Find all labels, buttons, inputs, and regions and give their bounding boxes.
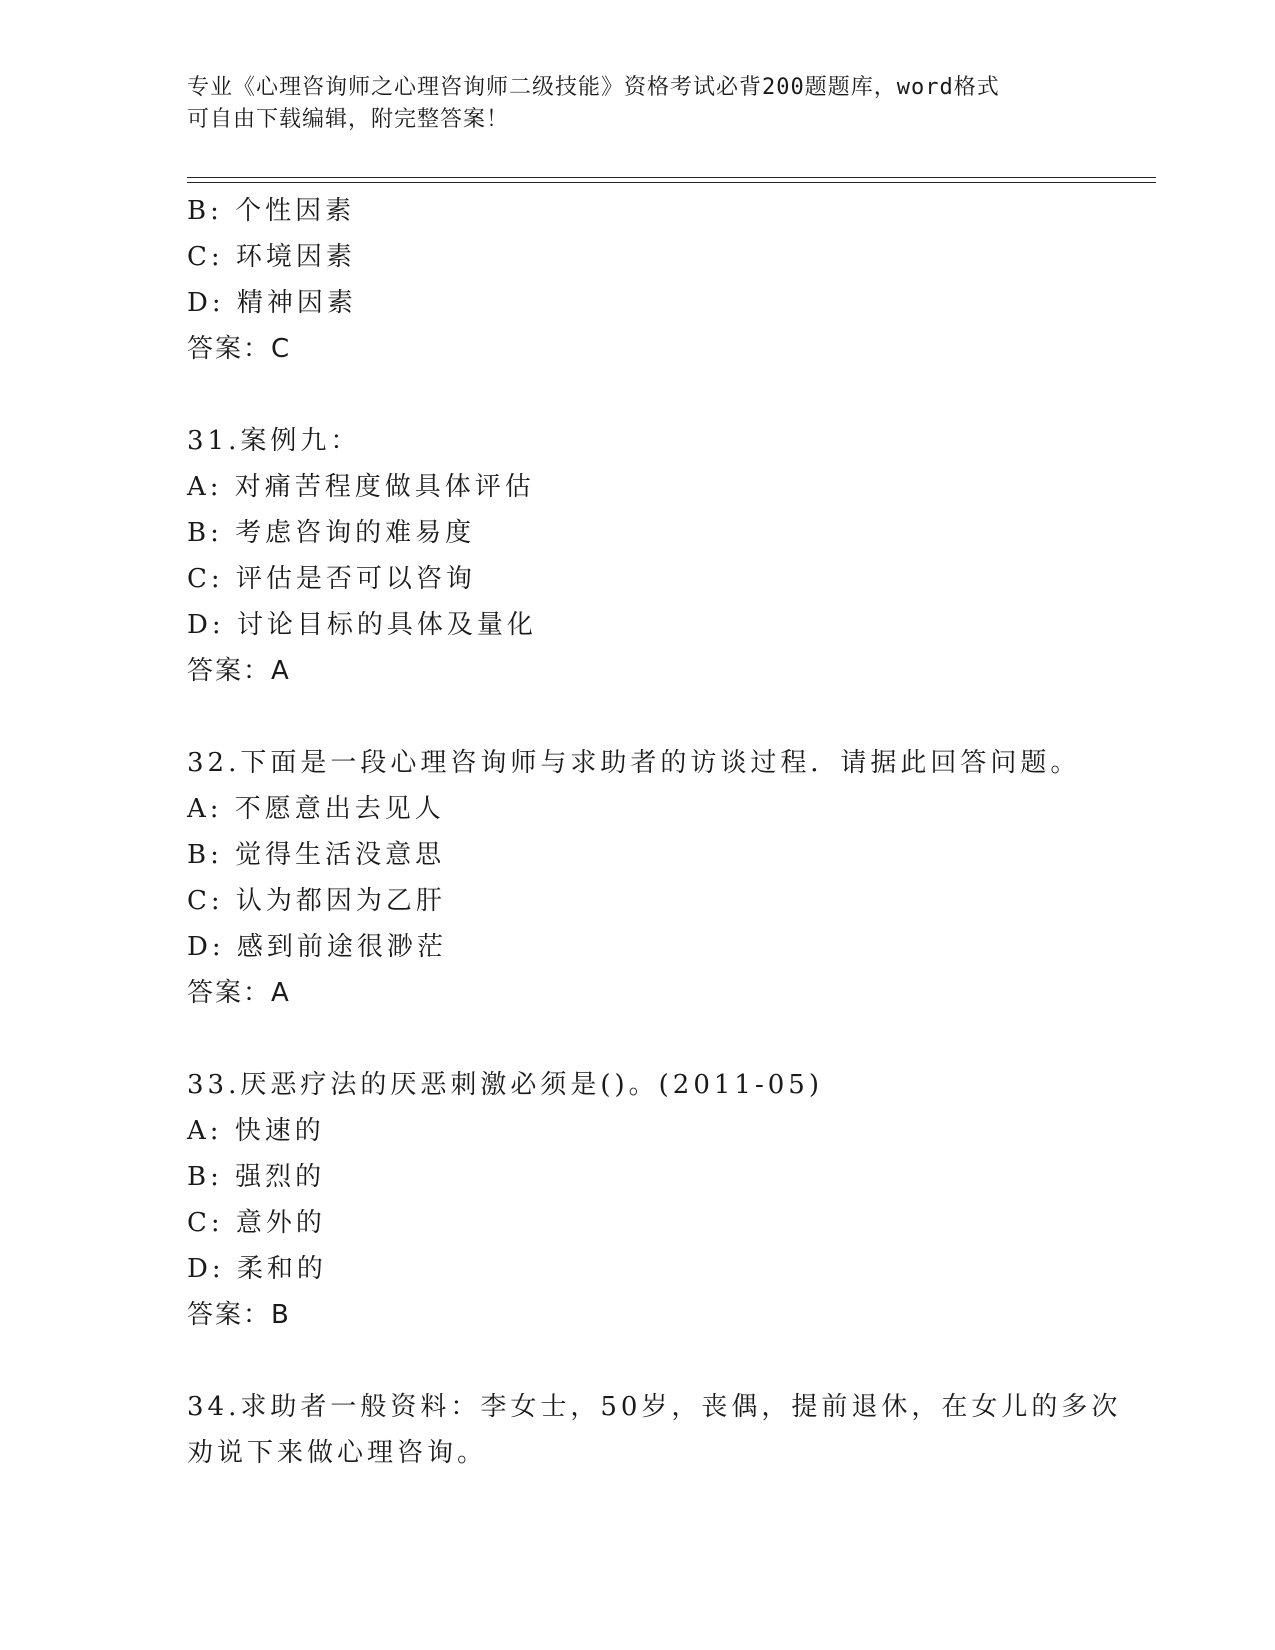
header-divider-top (187, 177, 1156, 178)
question-32 (187, 740, 1156, 1016)
option-c: C: 评估是否可以咨询 (187, 564, 476, 594)
header-title-line-2: 可自由下载编辑，附完整答案！ (187, 107, 510, 132)
question-stem: 33.厌恶疗法的厌恶刺激必须是()。(2011-05) (187, 1070, 823, 1100)
option-a: A: 快速的 (187, 1116, 325, 1146)
option-b: B: 强烈的 (187, 1162, 326, 1192)
answer-line: 答案：A (187, 978, 291, 1008)
question-31 (187, 418, 1156, 694)
answer-line: 答案：C (187, 334, 292, 364)
option-d: D: 讨论目标的具体及量化 (187, 610, 537, 640)
question-33 (187, 1062, 1156, 1338)
header-title-line-1: 专业《心理咨询师之心理咨询师二级技能》资格考试必背200题题库，word格式 (187, 75, 1000, 100)
question-stem: 31.案例九： (187, 426, 361, 456)
option-b: B: 考虑咨询的难易度 (187, 518, 476, 548)
option-d: D: 精神因素 (187, 288, 357, 318)
option-c: C: 意外的 (187, 1208, 326, 1238)
option-b: B: 个性因素 (187, 196, 356, 226)
option-d: D: 柔和的 (187, 1254, 327, 1284)
option-c: C: 认为都因为乙肝 (187, 886, 446, 916)
answer-line: 答案：B (187, 1300, 291, 1330)
question-stem-line-2: 劝说下来做心理咨询。 (187, 1438, 488, 1468)
option-c: C: 环境因素 (187, 242, 356, 272)
question-stem: 32.下面是一段心理咨询师与求助者的访谈过程．请据此回答问题。 (187, 748, 1081, 778)
answer-line: 答案：A (187, 656, 291, 686)
question-fragment (187, 188, 1156, 372)
option-d: D: 感到前途很渺茫 (187, 932, 447, 962)
question-list (187, 188, 1156, 1476)
option-a: A: 不愿意出去见人 (187, 794, 445, 824)
question-34 (187, 1384, 1156, 1476)
question-stem-line-1: 34.求助者一般资料：李女士，50岁，丧偶，提前退休，在女儿的多次 (187, 1392, 1122, 1422)
header-divider-bottom (187, 182, 1156, 183)
option-a: A: 对痛苦程度做具体评估 (187, 472, 535, 502)
option-b: B: 觉得生活没意思 (187, 840, 446, 870)
document-header (187, 72, 1087, 136)
